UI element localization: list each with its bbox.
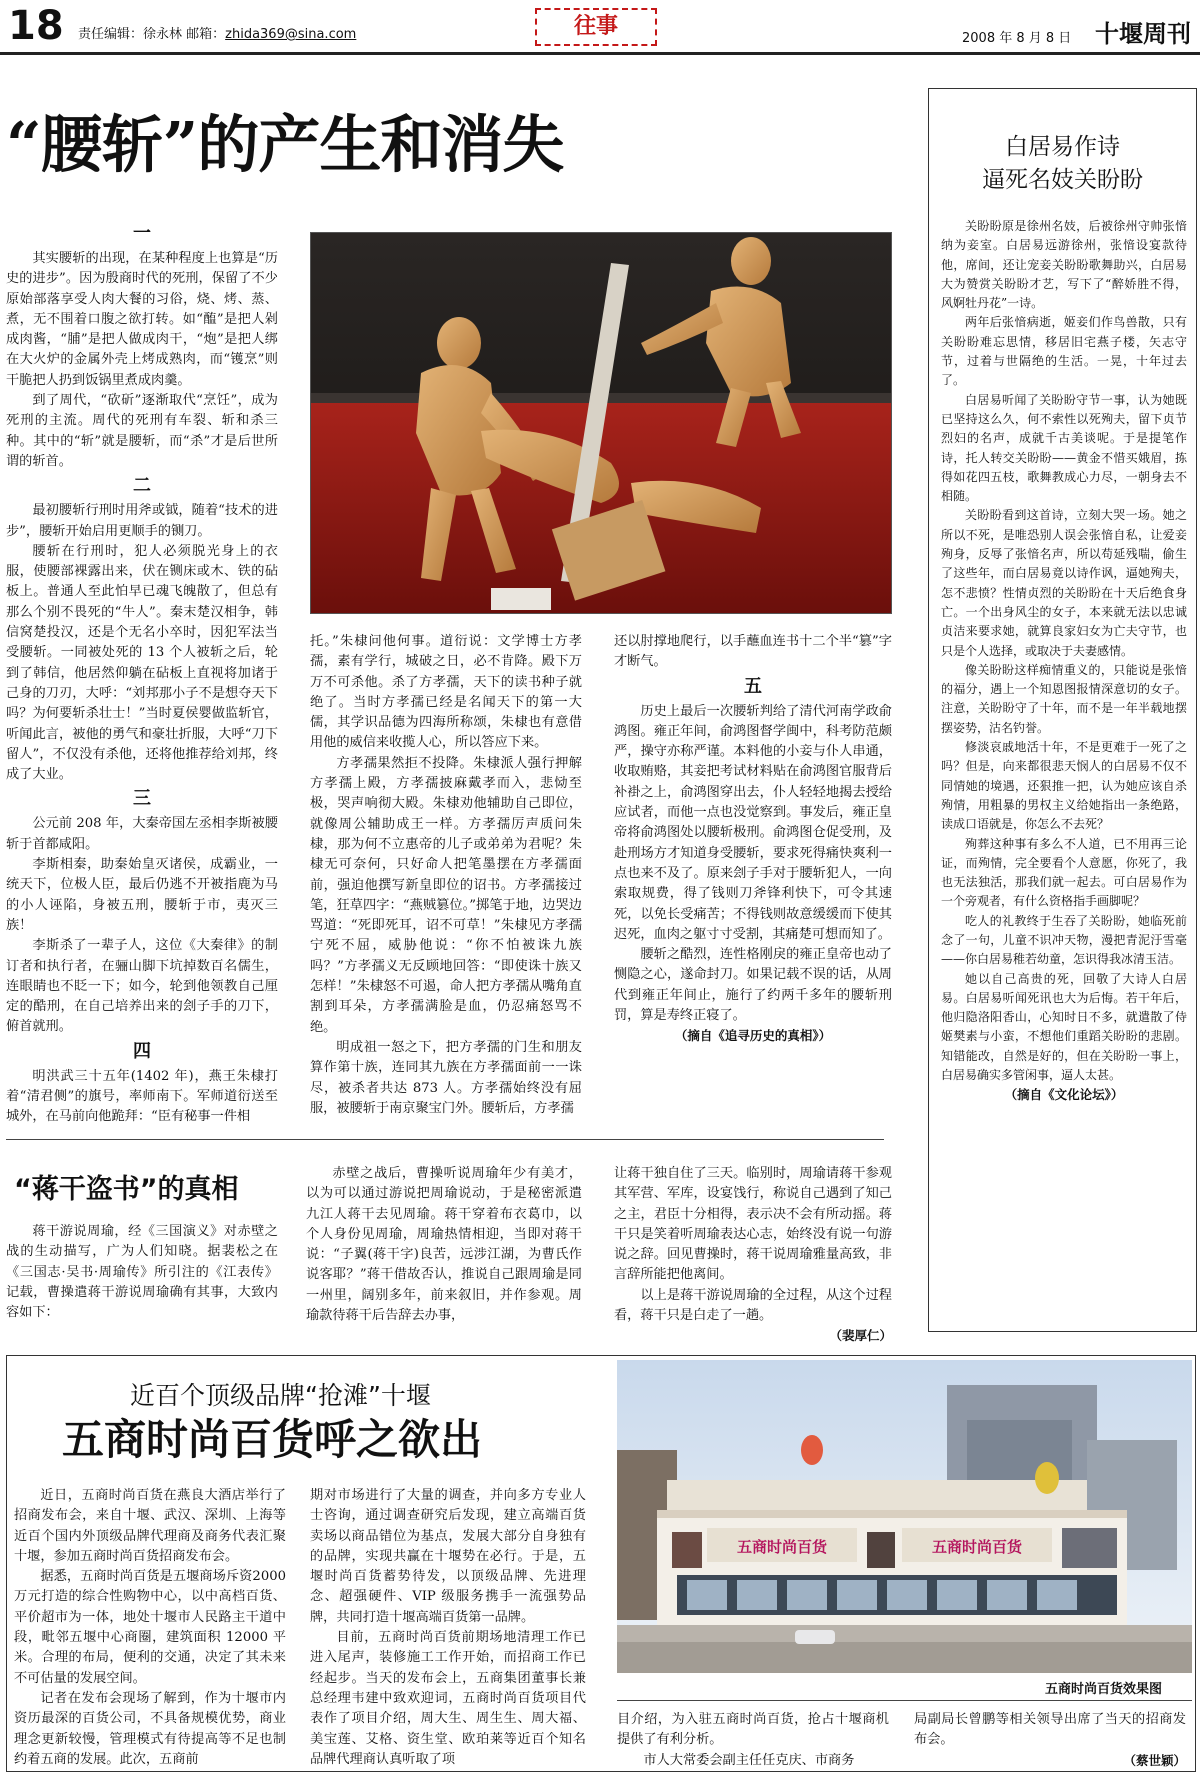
paragraph: 还以肘撑地爬行，以手蘸血连书十二个半“篡”字才断气。 <box>614 634 892 670</box>
paragraph: 局副局长曾鹏等相关领导出席了当天的招商发布会。 <box>914 1712 1186 1748</box>
sculpture-photo <box>310 232 892 614</box>
paragraph: 明成祖一怒之下，把方孝孺的门生和朋友算作第十族，连同其九族在方孝孺面前一一诛尽，被杀者共达 873 人。方孝孺始终没有屈服，被腰斩于南京聚宝门外。腰斩后，方孝孺 <box>310 1039 582 1116</box>
sidebar-body <box>941 217 1187 1105</box>
main-article-col3 <box>614 632 892 1046</box>
paragraph: 到了周代，“砍斫”逐渐取代“烹饪”，成为死刑的主流。周代的死刑有车裂、斩和杀三种。其中的“斩”就是腰斩，而“杀”才是后世所谓的斩首。 <box>6 393 278 469</box>
main-article-col2 <box>310 632 582 1119</box>
paragraph: 殉葬这种事有多么不人道，已不用再三论证，而殉情，完全要看个人意愿，你死了，我也无法独活，那我们就一起去。可白居易作为一个旁观者，有什么资格指手画脚呢？ <box>941 836 1187 909</box>
section-number: 二 <box>133 475 151 497</box>
paragraph: 蒋干游说周瑜，经《三国演义》对赤壁之战的生动描写，广为人们知晓。据裴松之在《三国志·吴书·周瑜传》所引注的《江表传》记载，曹操遣蒋干游说周瑜确有其事，大致内容如下： <box>6 1224 278 1321</box>
mall-rendering-photo <box>617 1360 1192 1673</box>
paragraph: 修淡哀戚地活十年，不是更难于一死了之吗？但是，向来都很悲天悯人的白居易不仅不同情她的境遇，还狠推一把，认为她应该自杀殉情，用粗暴的男权主义给她指出一条绝路，读成口语就是，你怎么不去死？ <box>941 740 1187 832</box>
article-source: （裴厚仁） <box>829 1328 892 1344</box>
editor-email[interactable]: zhida369@sina.com <box>225 27 357 42</box>
ad-col4 <box>914 1710 1186 1771</box>
ad-subtitle: 近百个顶级品牌“抢滩”十堰 <box>130 1381 431 1410</box>
article-source: （蔡世颖） <box>1123 1752 1186 1768</box>
paragraph: 像关盼盼这样痴情重义的，只能说是张愔的福分，遇上一个知恩图报情深意切的女子。注意，关盼盼守了十年，而不是一年半载地摆摆姿势，沽名钓誉。 <box>941 662 1187 735</box>
paragraph: 其实腰斩的出现，在某种程度上也算是“历史的进步”。因为殷商时代的死刑，保留了不少原始部落享受人肉大餐的习俗，烧、烤、蒸、煮，无不围着口腹之欲打转。如“醢”是把人剁成肉酱，“脯”是把人做成肉干，“炮”是把人绑在大火炉的金属外壳上烤成熟肉，而“镬烹”则干脆把人扔到饭锅里煮成肉羹。 <box>6 251 278 388</box>
lower-article-col1 <box>6 1222 278 1323</box>
paragraph: 记者在发布会现场了解到，作为十堰市内资历最深的百货公司，不具备规模优势，商业理念更新较慢，管理模式有待提高等不足也制约着五商的发展。此次，五商前 <box>14 1690 286 1767</box>
ad-col3 <box>617 1710 889 1771</box>
section-number: 四 <box>133 1040 151 1062</box>
paragraph: 托。”朱棣问他何事。道衍说：文学博士方孝孺，素有学行，城破之日，必不肯降。殿下万万不可杀他。杀了方孝孺，天下的读书种子就绝了。当时方孝孺已经是名闻天下的第一大儒，其学识品德为四海所称颂，朱棣也有意借用他的威信来收揽人心，所以答应下来。 <box>310 634 582 751</box>
lower-article-title: “蒋干盗书”的真相 <box>14 1174 239 1205</box>
article-source: （摘自《追寻历史的真相》） <box>674 1028 832 1044</box>
ad-col2 <box>310 1486 586 1770</box>
section-number: 五 <box>744 675 762 697</box>
paragraph: 近日，五商时尚百货在燕良大酒店举行了招商发布会，来自十堰、武汉、深圳、上海等近百个国内外顶级品牌代理商及商务代表汇聚十堰，参加五商时尚百货招商发布会。 <box>14 1488 286 1564</box>
paragraph: 最初腰斩行刑时用斧或钺，随着“技术的进步”，腰斩开始启用更顺手的铡刀。 <box>6 503 278 539</box>
paragraph: 李斯杀了一辈子人，这位《大秦律》的制订者和执行者，在骊山脚下坑掉数百名儒生，连眼睛也不眨一下；如今，轮到他领教自己厘定的酷刑，在自己培养出来的刽子手的刀下，俯首就刑。 <box>6 938 278 1035</box>
paragraph: 公元前 208 年，大秦帝国左丞相李斯被腰斩于首都咸阳。 <box>6 816 278 852</box>
section-number: 三 <box>133 788 151 810</box>
lower-article-col3 <box>614 1164 892 1346</box>
page-number: 18 <box>8 3 64 49</box>
sidebar-title-line: 逼死名妓关盼盼 <box>982 167 1143 193</box>
paragraph: 腰斩之酷烈，连性格刚戾的雍正皇帝也动了恻隐之心，遂命封刀。如果记载不误的话，从周代到雍正年间止，施行了约两千多年的腰斩刑罚，算是寿终正寝了。 <box>614 947 892 1024</box>
paragraph: 关盼盼原是徐州名妓，后被徐州守帅张愔纳为妾室。白居易远游徐州，张愔设宴款待他，席间，还让宠妾关盼盼歌舞助兴，白居易大为赞赏关盼盼才艺，写下了“醉娇胜不得，风婀牡丹花”一诗。 <box>941 219 1187 311</box>
paragraph: 以上是蒋干游说周瑜的全过程，从这个过程看，蒋干只是白走了一趟。 <box>614 1287 892 1324</box>
photo-caption-rule <box>617 1700 1192 1701</box>
section-divider <box>6 1139 884 1140</box>
paragraph: 李斯相秦，助秦始皇灭诸侯，成霸业，一统天下，位极人臣，最后仍逃不开被指鹿为马的小人诬陷，身被五刑，腰斩于市，夷灭三族！ <box>6 857 278 933</box>
section-tag: 往事 <box>535 8 657 46</box>
paragraph: 期对市场进行了大量的调查，并向多方专业人士咨询，通过调查研究后发现，建立高端百货卖场以商品错位为基点，发展大部分自身独有的品牌，实现共赢在十堰势在必行。于是，五堰时尚百货蓄势待发，以顶级品牌、先进理念、超强硬件、VIP 级服务携手一流强势品牌，共同打造十堰高端百货第一品牌。 <box>310 1488 586 1625</box>
sidebar-article <box>928 88 1197 1332</box>
header-rule <box>0 52 1200 55</box>
paragraph: 她以自己高贵的死，回敬了大诗人白居易。白居易听闻死讯也大为后悔。若干年后，他归隐洛阳香山，心知时日不多，就遣散了侍姬樊素与小蛮，不想他们重蹈关盼盼的悲剧。知错能改，自然是好的，但在关盼盼一事上，白居易确实多管闲事，逼人太甚。 <box>941 971 1187 1083</box>
ad-title: 五商时尚百货呼之欲出 <box>62 1415 483 1464</box>
editor-label: 责任编辑：徐永林 邮箱： <box>78 27 226 42</box>
paragraph: 目介绍，为入驻五商时尚百货，抢占十堰商机提供了有利分析。 <box>617 1712 889 1748</box>
paper-name: 十堰周刊 <box>1095 19 1191 48</box>
store-sign-right: 五商时尚百货 <box>931 1538 1023 1556</box>
editor-line <box>78 23 356 42</box>
sidebar-title <box>929 131 1196 197</box>
paragraph: 腰斩在行刑时，犯人必须脱光身上的衣服，使腰部裸露出来，伏在铡床或木、铁的砧板上。普通人至此怕早已魂飞魄散了，但总有那么个别不畏死的“牛人”。秦末楚汉相争，韩信窝楚投汉，还是个无名小卒时，因犯军法当受腰斩。一同被处死的 13 个人被斩之后，轮到了韩信，他居然仰躺在砧板上直视将加诸于己身的刀刃，大呼：“刘邦那小子不是想夺天下吗？为何要斩杀壮士！”当时夏侯婴做监斩官，听闻此言，被他的勇气和豪壮折服，大呼“刀下留人”，不仅没有杀他，还将他推荐给刘邦，终成了大业。 <box>6 543 278 783</box>
issue-date: 2008 年 8 月 8 日 <box>962 31 1072 46</box>
main-article-col1 <box>6 220 278 1128</box>
sidebar-source: （摘自《文化论坛》） <box>1004 1087 1124 1103</box>
paragraph: 目前，五商时尚百货前期场地清理工作已进入尾声，装修施工工作开始，而招商工作已经起步。当天的发布会上，五商集团董事长兼总经理韦建中致欢迎词，五商时尚百货项目代表作了项目介绍，周大生、周生生、周大福、美宝莲、艾格、资生堂、欧珀莱等近百个知名品牌代理商认真听取了项 <box>310 1630 586 1767</box>
paragraph: 方孝孺果然拒不投降。朱棣派人强行押解方孝孺上殿，方孝孺披麻戴孝而入，悲恸至极，哭声响彻大殿。朱棣劝他辅助自己即位，就像周公辅助成王一样。方孝孺厉声质问朱棣，那为何不立惠帝的儿子或弟弟为君呢？朱棣无可奈何，只好命人把笔墨摆在方孝孺面前，强迫他撰写新皇即位的诏书。方孝孺接过笔，狂草四字：“燕贼篡位。”掷笔于地，边哭边骂道：“死即死耳，诏不可草！”朱棣见方孝孺宁死不屈，威胁他说：“你不怕被诛九族吗？”方孝孺义无反顾地回答：“即使诛十族又怎样！”朱棣怒不可遏，命人把方孝孺从嘴角直割到耳朵，方孝孺满脸是血，仍忍痛怒骂不绝。 <box>310 755 582 1035</box>
sidebar-title-line: 白居易作诗 <box>1005 134 1120 160</box>
paragraph: 历史上最后一次腰斩判给了清代河南学政俞鸿图。雍正年间，俞鸿图督学闽中，科考防范颇严，操守亦称严谨。本料他的小妾与仆人串通，收取贿赂，其妾把考试材料贴在俞鸿图官服背后补褂之上，俞鸿图穿出去，仆人轻轻地揭去授给应试者，而他一点也没觉察到。事发后，雍正皇帝将俞鸿图处以腰斩极刑。俞鸿图仓促受刑，及赴刑场方才知道身受腰斩，要求死得痛快爽利一点也来不及了。原来刽子手对于腰斩犯人，一向索取规费，得了钱则刀斧锋利快下，可令其速死，以免长受痛苦；不得钱则故意缓缓而下使其迟死，血肉之躯寸寸受割，其痛楚可想而知了。 <box>614 703 892 942</box>
sculpture-illustration <box>311 233 892 614</box>
paragraph: 市人大常委会副主任任克庆、市商务 <box>643 1752 855 1768</box>
paragraph: 据悉，五商时尚百货是五堰商场斥资2000 万元打造的综合性购物中心，以中高档百货、平价超市为一体，地处十堰市人民路主干道中段，毗邻五堰中心商圈，建筑面积 12000 平米。合理的布局，便利的交通，决定了其未来不可估量的发展空间。 <box>14 1569 286 1686</box>
paragraph: 两年后张愔病逝，姬妾们作鸟兽散，只有关盼盼难忘思情，移居旧宅燕子楼，矢志守节，过着与世隔绝的生活。一晃，十年过去了。 <box>941 315 1187 388</box>
paragraph: 关盼盼看到这首诗，立刻大哭一场。她之所以不死，是唯恐别人误会张愔自私，让爱妾殉身，反辱了张愔名声，所以苟延残喘，偷生了这些年，而白居易竟以诗作讽，逼她殉夫，怎不悲愤？性情贞烈的关盼盼在十天后绝食身亡。一个出身风尘的女子，本来就无法以忠诚贞洁来要求她，就算良家妇女为亡夫守节，也只是个人选择，或取决于夫妻感情。 <box>941 508 1187 658</box>
ad-col1 <box>14 1486 286 1770</box>
store-sign-left: 五商时尚百货 <box>736 1538 828 1556</box>
photo-caption: 五商时尚百货效果图 <box>1045 1682 1163 1697</box>
paragraph: 吃人的礼教终于生吞了关盼盼，她临死前念了一句，儿童不识冲天物，漫把青泥汙雪毫——你白居易稚若幼童，怎识得我冰清玉洁。 <box>941 913 1187 967</box>
main-article-title: “腰斩”的产生和消失 <box>6 108 564 181</box>
mall-illustration <box>617 1360 1192 1673</box>
paragraph: 白居易听闻了关盼盼守节一事，认为她既已坚持这么久，何不索性以死殉夫，留下贞节烈妇的名声，成就千古美谈呢。于是提笔作诗，托人转交关盼盼——黄金不惜买娥眉，拣得如花四五枝，歌舞教成心力尽，一朝身去不相随。 <box>941 392 1187 504</box>
paragraph: 明洪武三十五年(1402 年)，燕王朱棣打着“清君侧”的旗号，率师南下。军师道衍送至城外，在马前向他跪拜：“臣有秘事一件相 <box>6 1068 278 1125</box>
paragraph: 让蒋干独自住了三天。临别时，周瑜请蒋干参观其军营、军库，设宴饯行，称说自己遇到了知己之主，君臣十分相得，表示决不会有所动摇。蒋干只是笑着听周瑜表达心志，始终没有说一句游说之辞。回见曹操时，蒋干说周瑜雅量高致，非言辞所能把他离间。 <box>614 1166 892 1283</box>
lower-article-col2 <box>306 1164 582 1326</box>
section-number: 一 <box>133 223 151 244</box>
paragraph: 赤壁之战后，曹操听说周瑜年少有美才，以为可以通过游说把周瑜说动，于是秘密派遣九江人蒋干去见周瑜。蒋干穿着布衣葛巾，以个人身份见周瑜，周瑜热情相迎，当即对蒋干说：“子翼(蒋干字)良苦，远涉江湖，为曹氏作说客耶？”蒋干借故否认，推说自己跟周瑜是同一州里，阔别多年，前来叙旧，并作参观。周瑜款待蒋干后告辞去办事， <box>306 1166 582 1324</box>
